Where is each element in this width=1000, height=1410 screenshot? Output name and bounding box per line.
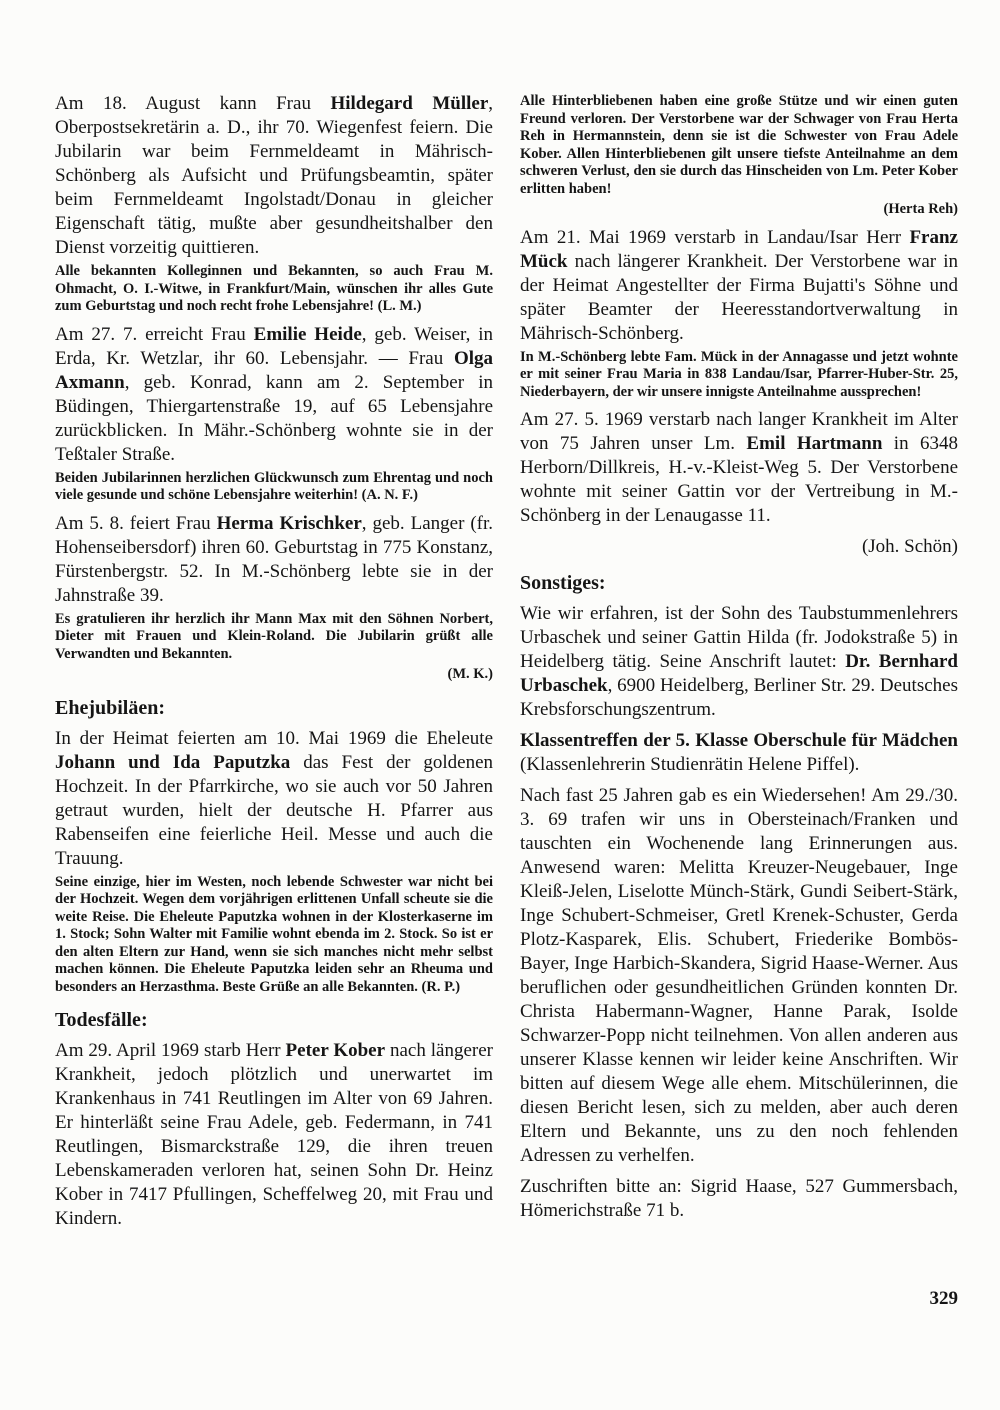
bold-text-run: Klassentreffen der 5. Klasse Oberschule für Mädchen	[520, 730, 958, 751]
text-run: In der Heimat feierten am 10. Mai 1969 die Eheleute	[55, 727, 493, 749]
text-run: , Oberpostsekretärin a. D., ihr 70. Wiegenfest feiern. Die Jubilarin war beim Fernmeldeamt in Mährisch-Schönberg als Aufsicht und Prüfungsbeamtin, später beim Fernmeldeamt Ingolstadt/Donau in gleicher Eigenschaft tätig, mußte aber gesundheitshalber den Dienst vorzeitig quittieren.	[55, 93, 493, 258]
text-run: in 6348 Herborn/Dillkreis, H.-v.-Kleist-Weg 5. Der Verstorbene wohnte mit seiner Gattin vor der Vertreibung in M.-Schönberg in der Lenaugasse 11.	[520, 433, 958, 526]
text-run: , geb. Weiser, in Erda, Kr. Wetzlar, ihr 60. Lebensjahr. — Frau	[55, 323, 494, 369]
paragraph	[520, 535, 958, 559]
paragraph	[55, 727, 493, 871]
bold-text-run: Hildegard Müller	[330, 93, 489, 114]
paragraph	[520, 349, 958, 402]
text-run: , geb. Konrad, kann am 2. September in Büdingen, Thiergartenstraße 19, auf 65 Lebensjahre zurückblicken. In Mähr.-Schönberg wohnte sie in der Teßtaler Straße.	[55, 371, 493, 465]
paragraph	[55, 263, 493, 316]
section-heading	[55, 696, 493, 720]
paragraph	[55, 512, 493, 608]
text-run: Beiden Jubilarinnen herzlichen Glückwunsch zum Ehrentag und noch viele gesunde und schöne Lebensjahre weiterhin! (A. N. F.)	[55, 469, 493, 503]
bold-text-run: Dr. Bernhard Urbaschek	[520, 651, 958, 696]
bold-text-run: Emilie Heide	[253, 323, 362, 345]
paragraph	[520, 1175, 958, 1223]
text-run: Am 27. 5. 1969 verstarb nach langer Krankheit im Alter von 75 Jahren unser Lm.	[520, 409, 958, 454]
paragraph	[55, 323, 493, 467]
bold-text-run: Johann und Ida Paputzka	[55, 751, 291, 773]
text-run: das Fest der goldenen Hochzeit. In der Pfarrkirche, wo sie auch vor 50 Jahren getraut wurden, hielt der deutsche H. Pfarrer aus Rabenseifen eine feierliche Heil. Messe und auch die Trauung.	[55, 751, 494, 869]
paragraph	[520, 201, 958, 219]
text-run: (Herta Reh)	[883, 201, 958, 217]
paragraph	[55, 666, 493, 684]
bold-text-run: Franz Mück	[520, 226, 958, 272]
left-column	[55, 92, 493, 1234]
text-run: Am 29. April 1969 starb Herr	[55, 1040, 286, 1061]
bold-text-run: Emil Hartmann	[746, 433, 883, 454]
text-run: Seine einzige, hier im Westen, noch lebende Schwester war nicht bei der Hochzeit. Wegen dem vorjährigen erlittenen Unfall scheute sie die weite Reise. Die Eheleute Paputzka wohnen in der Klosterkaserne im 1. Stock; Sohn Walter mit Familie wohnt ebenda im 2. Stock. So ist er den alten Eltern zur Hand, wenn sie sich manches nicht mehr selbst machen können. Die Eheleute Paputzka leiden sehr an Rheuma und besonders an Herzasthma. Beste Grüße an alle Bekannten. (R. P.)	[55, 873, 493, 995]
text-run: , 6900 Heidelberg, Berliner Str. 29. Deutsches Krebsforschungszentrum.	[520, 675, 958, 720]
text-run: Am 18. August kann Frau	[55, 93, 331, 114]
text-run: In M.-Schönberg lebte Fam. Mück in der Annagasse und jetzt wohnte er mit seiner Frau Maria in 838 Landau/Isar, Pfarrer-Huber-Str. 25, Niederbayern, der wir unsere innigste Anteilnahme aussprechen!	[520, 348, 958, 400]
text-run: Ehejubiläen:	[55, 696, 166, 719]
paragraph	[520, 602, 958, 722]
paragraph	[520, 226, 958, 346]
text-run: Nach fast 25 Jahren gab es ein Wiedersehen! Am 29./30. 3. 69 trafen wir uns in Obersteinach/Franken und tauschten ein Wochenende lang Erinnerungen aus. Anwesend waren: Melitta Kreuzer-Neugebauer, Inge Kleiß-Jelen, Liselotte Münch-Stärk, Gundi Seibert-Stärk, Inge Schubert-Schmeiser, Gretl Krenek-Schuster, Gerda Plotz-Kasparek, Elis. Schubert, Friederike Bombös-Bayer, Inge Harbich-Skandera, Sigrid Haase-Werner. Aus beruflichen oder gesundheitlichen Gründen konnten Dr. Christa Habermann-Wagner, Hanne Parak, Isolde Schwarzer-Popp nicht teilnehmen. Von allen anderen aus unserer Klasse kennen wir leider keine Anschriften. Wir bitten auf diesem Wege alle ehem. Mitschülerinnen, die diesen Bericht lesen, sich zu melden, aber auch deren Eltern und Bekannte, uns zu den noch fehlenden Adressen zu verhelfen.	[520, 785, 958, 1166]
text-run: Todesfälle:	[55, 1009, 148, 1031]
page-number: 329	[929, 1288, 958, 1309]
paragraph	[55, 470, 493, 505]
text-run: Alle bekannten Kolleginnen und Bekannten, so auch Frau M. Ohmacht, O. I.-Witwe, in Frankfurt/Main, wünschen ihr alles Gute zum Geburtstag und noch recht frohe Lebensjahre! (L. M.)	[55, 263, 493, 314]
text-run: Zuschriften bitte an: Sigrid Haase, 527 Gummersbach, Hömerichstraße 71 b.	[520, 1176, 958, 1221]
text-run: (Klassenlehrerin Studienrätin Helene Piffel).	[520, 754, 860, 775]
text-run: Am 27. 7. erreicht Frau	[55, 323, 254, 345]
paragraph	[520, 408, 958, 528]
text-run: nach längerer Krankheit. Der Verstorbene war in der Heimat Angestellter der Firma Bujatti's Söhne und später Beamter der Heeresstandortverwaltung in Mährisch-Schönberg.	[520, 250, 958, 344]
text-run: Am 21. Mai 1969 verstarb in Landau/Isar Herr	[520, 226, 910, 248]
paragraph	[520, 93, 958, 198]
section-heading	[55, 1008, 493, 1032]
text-run: Alle Hinterbliebenen haben eine große Stütze und wir einen guten Freund verloren. Der Verstorbene war der Schwager von Frau Herta Reh in Hermannstein, denn sie ist die Schwester von Frau Adele Kober. Allen Hinterbliebenen gilt unsere tiefste Anteilnahme an dem schweren Verlust, den sie durch das Hinscheiden von Lm. Peter Kober erlitten haben!	[520, 93, 958, 197]
text-run: Es gratulieren ihr herzlich ihr Mann Max mit den Söhnen Norbert, Dieter mit Frauen und Klein-Roland. Die Jubilarin grüßt alle Verwandten und Bekannten.	[55, 610, 493, 662]
bold-text-run: Peter Kober	[285, 1040, 386, 1061]
paragraph	[520, 729, 958, 777]
paragraph	[520, 784, 958, 1168]
section-heading	[520, 571, 958, 595]
text-run: , geb. Langer (fr. Hohenseibersdorf) ihren 60. Geburtstag in 775 Konstanz, Fürstenbergstr. 52. In M.-Schönberg lebte sie in der Jahnstraße 39.	[55, 512, 494, 606]
paragraph	[55, 874, 493, 997]
right-column	[520, 92, 958, 1234]
text-run: Sonstiges:	[520, 572, 606, 594]
text-columns	[55, 92, 958, 1234]
text-run: Am 5. 8. feiert Frau	[55, 512, 217, 534]
paragraph	[55, 92, 493, 260]
bold-text-run: Olga Axmann	[55, 347, 493, 393]
text-run: Wie wir erfahren, ist der Sohn des Taubstummenlehrers Urbaschek und seiner Gattin Hilda (fr. Jodokstraße 5) in Heidelberg tätig. Seine Anschrift lautet:	[520, 603, 958, 672]
text-run: (M. K.)	[447, 666, 493, 682]
text-run: (Joh. Schön)	[861, 536, 958, 557]
paragraph	[55, 1039, 493, 1231]
text-run: nach längerer Krankheit, jedoch plötzlich und unerwartet im Krankenhaus in 741 Reutlingen im Alter von 69 Jahren. Er hinterläßt seine Frau Adele, geb. Federmann, in 741 Reutlingen, Bismarckstraße 129, die ihren treuen Lebenskameraden verloren hat, seinen Sohn Dr. Heinz Kober in 7417 Pfullingen, Scheffelweg 20, mit Frau und Kindern.	[55, 1040, 493, 1229]
bold-text-run: Herma Krischker	[216, 512, 362, 534]
paragraph	[55, 611, 493, 664]
